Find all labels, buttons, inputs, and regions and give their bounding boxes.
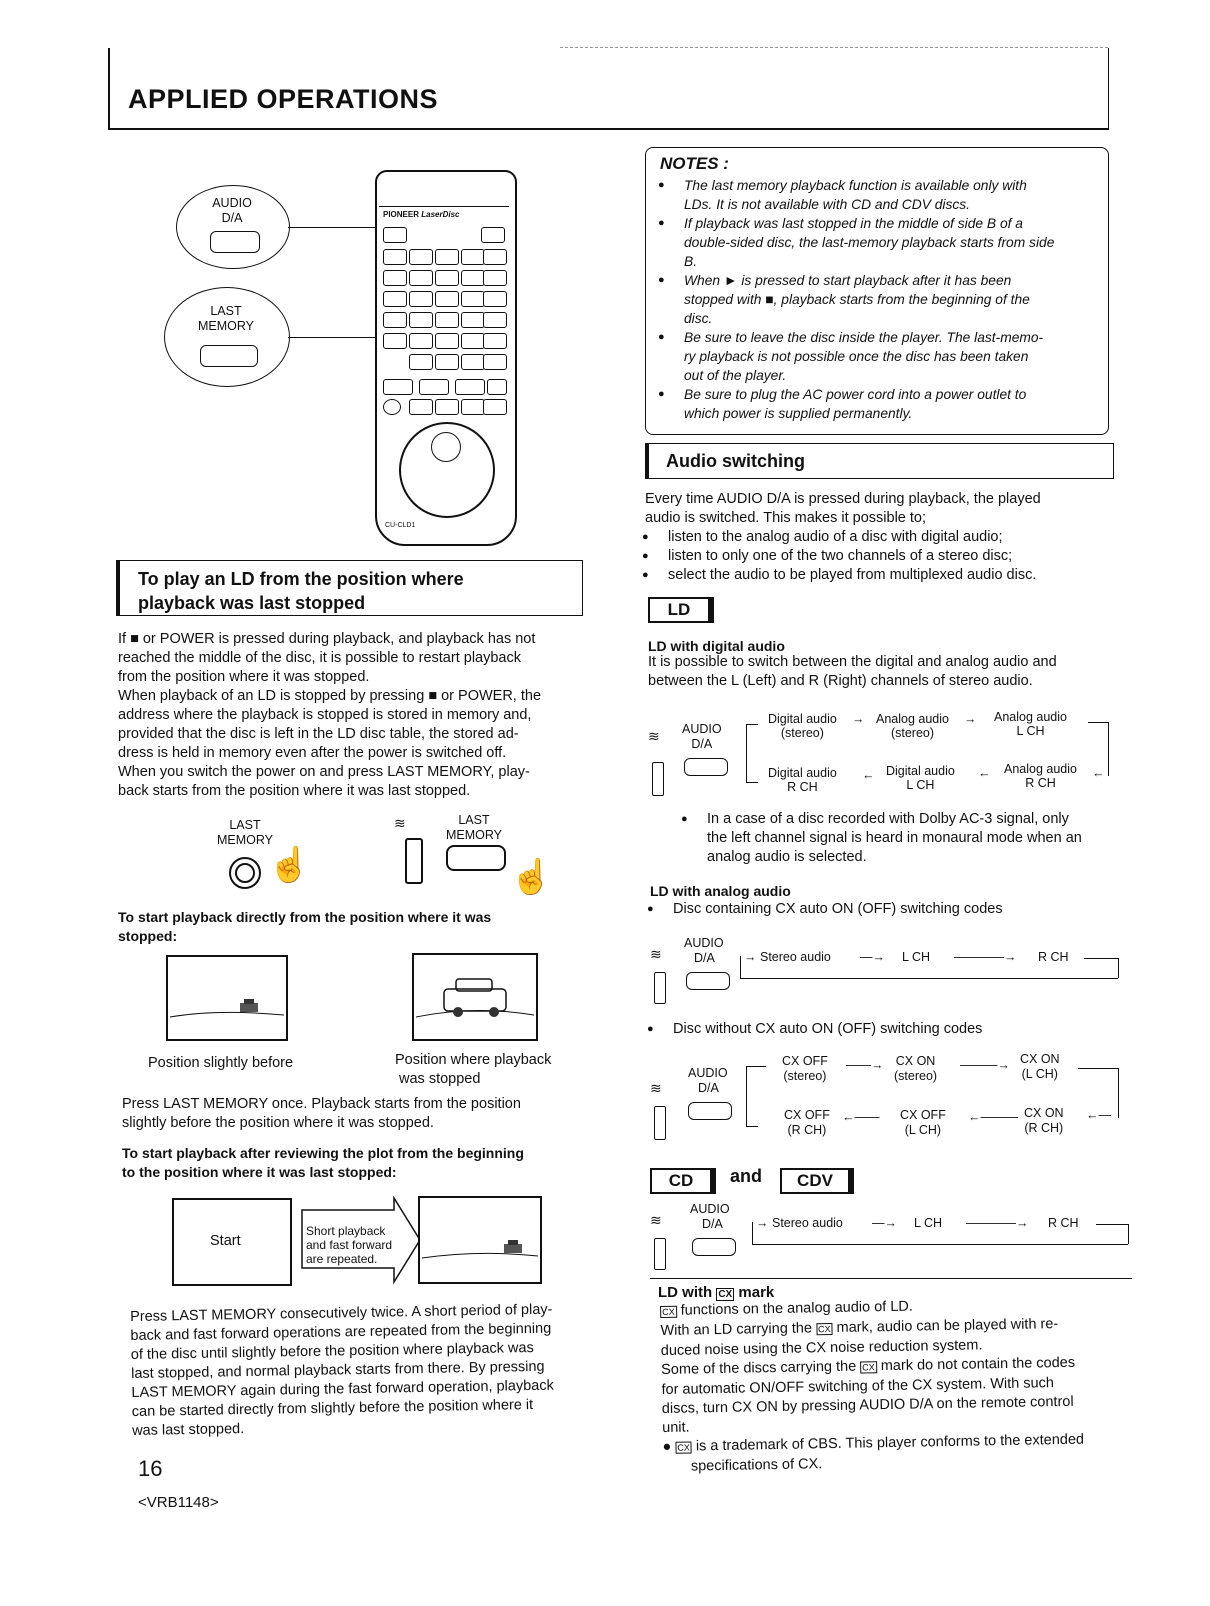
ld-digital-text: It is possible to switch between the digital and analog audio and between the L (Left) and R (Right) channels of stereo audio. <box>648 654 1057 689</box>
remote-signal-icon: ≋ <box>394 815 406 831</box>
jog-shuttle-dial[interactable] <box>399 422 495 518</box>
d2-item-1: → Stereo audio <box>744 950 831 964</box>
d2-arrow-1: —→ <box>860 950 885 964</box>
d1-bottom-1: Digital audio R CH <box>768 766 837 794</box>
diagram-right-bracket <box>1118 1068 1119 1118</box>
audio-da-button[interactable] <box>686 972 730 990</box>
audio-da-button[interactable] <box>210 231 260 253</box>
diagram-bottom-line <box>740 978 1118 979</box>
d1-top-3: Analog audio L CH <box>994 710 1067 738</box>
pointing-hand-icon: ☝ <box>268 846 311 884</box>
notes-box <box>645 147 1109 435</box>
remote-small-icon <box>654 1106 666 1140</box>
ld-analog-heading: LD with analog audio <box>650 883 791 899</box>
and-word: and <box>730 1166 763 1186</box>
cdv-tag: CDV <box>780 1168 854 1194</box>
remote-body <box>375 170 517 546</box>
remote-signal-icon: ≋ <box>648 728 660 744</box>
d2-arrow-2: ————→ <box>954 950 1017 964</box>
note-item-5: ● Be sure to plug the AC power cord into a power outlet to which power is supplied permanently. <box>684 385 1098 423</box>
bullet-item: ● select the audio to be played from multiplexed audio disc. <box>668 566 1118 585</box>
remote-small-icon <box>652 762 664 796</box>
page-title: APPLIED OPERATIONS <box>128 84 439 114</box>
d1-top-1: Digital audio (stereo) <box>768 712 837 740</box>
caption-position-before: Position slightly before <box>148 1055 294 1071</box>
remote-small-icon <box>654 972 666 1004</box>
bullet-item: ● listen to the analog audio of a disc with digital audio; <box>668 528 1118 547</box>
car-scene-end-icon <box>420 1198 540 1282</box>
cx-mark-icon: CX <box>816 1323 833 1335</box>
d3-bottom-3: CX ON (R CH) <box>1024 1106 1064 1135</box>
remote-model: CU-CLD1 <box>385 522 416 529</box>
d3-arrow-4: ←——— <box>968 1110 1018 1124</box>
audio-switching-bullets <box>668 528 1118 585</box>
cx-auto-diagram <box>650 934 1120 1010</box>
diagram-left-bracket-bottom <box>746 1126 758 1127</box>
remote-small-icon <box>405 838 423 884</box>
notes-title: NOTES : <box>660 154 729 173</box>
d1-arrow-5: ← <box>1092 766 1105 780</box>
diagram-left-bracket-top <box>746 1066 766 1067</box>
dolby-note: ● In a case of a disc recorded with Dolby AC-3 signal, only the left channel signal is heard in monaural mode when an analog audio is selected. <box>707 810 1127 867</box>
d3-top-3: CX ON (L CH) <box>1020 1052 1060 1081</box>
remote-top-bar <box>379 206 509 207</box>
diagram-audio-label: AUDIO D/A <box>684 936 724 965</box>
cx-without-bullet: ● Disc without CX auto ON (OFF) switching codes <box>673 1020 982 1039</box>
diagram-right-bracket <box>1108 722 1109 776</box>
d3-bottom-1: CX OFF (R CH) <box>784 1108 830 1137</box>
cx-text: CX functions on the analog audio of LD. With an LD carrying the CX mark, audio can be played with re- duced noise using the CX noise reduction system. Some of the discs carrying the CX mark do not contain the codes for automatic ON/OFF switching of the CX system. With such discs, turn CX ON by pressing AUDIO D/A on the remote control unit. ● CX is a trademark of CBS. This player conforms to the extended specifications of CX. <box>660 1298 1085 1475</box>
press-twice-text: Press LAST MEMORY consecutively twice. A short period of play- back and fast forward operations are repeated from the beginning of the disc until slightly before the position where playback was last stopped, and normal playback starts from there. By pressing LAST MEMORY again during the fast forward operation, playback can be started directly from slightly before the position where it was last stopped. <box>130 1301 554 1439</box>
diagram-right-bracket <box>1118 958 1119 978</box>
cd-tag: CD <box>650 1168 716 1194</box>
diagram-right-bracket <box>1128 1224 1129 1244</box>
diagram-bottom-line <box>752 1244 1128 1245</box>
remote-illustration <box>170 165 530 555</box>
diagram-left-bracket-top <box>746 724 758 725</box>
d1-arrow-2: → <box>964 712 977 726</box>
d2-item-3: R CH <box>1038 950 1069 964</box>
digital-audio-diagram <box>648 706 1118 802</box>
diagram-audio-label: AUDIO D/A <box>690 1202 730 1231</box>
audio-switching-title: Audio switching <box>666 451 805 471</box>
note-item-4: ● Be sure to leave the disc inside the player. The last-memo- ry playback is not possible once the disc has been taken out of the player. <box>684 328 1098 385</box>
d1-arrow-3: ← <box>862 768 875 782</box>
d4-arrow-2: ————→ <box>966 1216 1029 1230</box>
d3-arrow-3: ←—— <box>842 1110 880 1124</box>
diagram-audio-label: AUDIO D/A <box>688 1066 728 1095</box>
remote-last-memory-label: LAST MEMORY <box>445 813 503 842</box>
car-scene-large-icon <box>414 955 536 1039</box>
d1-top-2: Analog audio (stereo) <box>876 712 949 740</box>
d1-arrow-1: → <box>852 712 865 726</box>
front-panel-last-memory-button[interactable] <box>229 857 261 889</box>
d4-arrow-1: —→ <box>872 1216 897 1230</box>
remote-signal-icon: ≋ <box>650 946 662 962</box>
cx-section-rule <box>650 1278 1132 1279</box>
remote-brand: PIONEER LaserDisc <box>383 210 460 219</box>
remote-signal-icon: ≋ <box>650 1212 662 1228</box>
audio-switching-intro: Every time AUDIO D/A is pressed during playback, the played audio is switched. This makes it possible to; <box>645 491 1041 526</box>
ld-tag: LD <box>648 597 714 623</box>
d3-bottom-2: CX OFF (L CH) <box>900 1108 946 1137</box>
screen-position-before <box>166 955 288 1041</box>
screen-position-stopped <box>412 953 538 1041</box>
d3-arrow-5: ←— <box>1086 1108 1111 1122</box>
caption-position-stopped: Position where playback was stopped <box>395 1052 552 1087</box>
diagram-right-bracket-top <box>1088 722 1108 723</box>
start-label: Start <box>210 1233 241 1249</box>
d3-top-2: CX ON (stereo) <box>894 1054 938 1083</box>
cx-auto-bullet: ● Disc containing CX auto ON (OFF) switching codes <box>673 900 1003 919</box>
note-item-2: ● If playback was last stopped in the middle of side B of a double-sided disc, the last-memory playback starts from side B. <box>684 214 1098 271</box>
jog-inner-dial[interactable] <box>431 432 461 462</box>
cx-mark-icon: CX <box>675 1441 692 1453</box>
audio-callout-label: AUDIO D/A <box>212 196 252 225</box>
remote-signal-icon: ≋ <box>650 1080 662 1096</box>
cx-mark-icon: CX <box>660 1306 677 1318</box>
d3-arrow-1: ——→ <box>846 1058 884 1072</box>
d1-arrow-4: ← <box>978 766 991 780</box>
screen-end <box>418 1196 542 1284</box>
bullet-item: ● listen to only one of the two channels of a stereo disc; <box>668 547 1118 566</box>
audio-da-button[interactable] <box>684 758 728 776</box>
audio-da-button[interactable] <box>688 1102 732 1120</box>
remote-last-memory-button[interactable] <box>446 845 506 871</box>
ld-digital-heading: LD with digital audio <box>648 638 785 654</box>
note-item-1: ● The last memory playback function is available only with LDs. It is not available with CD and CDV discs. <box>684 176 1098 214</box>
car-scene-small-icon <box>168 957 286 1039</box>
last-memory-section-title: To play an LD from the position where playback was last stopped <box>138 569 464 613</box>
document-code: <VRB1148> <box>138 1494 219 1511</box>
diagram-right-bracket-top <box>1078 1068 1118 1069</box>
cx-manual-diagram <box>650 1048 1120 1144</box>
cx-mark-icon: CX <box>860 1361 877 1373</box>
d4-item-1: → Stereo audio <box>756 1216 843 1230</box>
diagram-left-bracket <box>746 1066 747 1126</box>
d2-item-2: L CH <box>902 950 931 964</box>
front-panel-last-memory-label: LAST MEMORY <box>216 818 274 847</box>
d3-arrow-2: ———→ <box>960 1058 1010 1072</box>
page-number: 16 <box>138 1456 163 1481</box>
last-memory-para-1: If ■ or POWER is pressed during playback, and playback has not reached the middle of the disc, it is possible to restart playback from the position where it was stopped. When playback of an LD is stopped by pressing ■ or POWER, the address where the playback is stopped is stored in memory and, provided that the disc is left in the LD disc table, the stored ad- dress is held in memory even after the power is switched off. When you switch the power on and press LAST MEMORY, play- back starts from the position where it was last stopped. <box>118 631 542 799</box>
audio-da-button[interactable] <box>692 1238 736 1256</box>
cd-audio-diagram <box>650 1200 1120 1276</box>
note-item-3: ● When ► is pressed to start playback after it has been stopped with ■, playback starts from the beginning of the disc. <box>684 271 1098 328</box>
last-callout-label: LAST MEMORY <box>197 304 255 333</box>
pointing-hand-icon-2: ☝ <box>510 858 553 896</box>
cx-heading: LD with CX mark <box>658 1284 775 1301</box>
last-memory-button[interactable] <box>200 345 258 367</box>
repeat-note: Short playback and fast forward are repeated. <box>306 1224 393 1266</box>
review-heading: To start playback after reviewing the plot from the beginning to the position where it was last stopped: <box>122 1145 524 1180</box>
last-memory-callout <box>164 287 290 387</box>
diagram-left-bracket <box>752 1222 753 1244</box>
diagram-right-bracket-top <box>1084 958 1118 959</box>
d1-bottom-2: Digital audio L CH <box>886 764 955 792</box>
diagram-right-bracket-top <box>1096 1224 1128 1225</box>
cx-mark-icon: CX <box>718 1289 733 1300</box>
press-once-text: Press LAST MEMORY once. Playback starts from the position slightly before the position where it was stopped. <box>122 1096 521 1131</box>
remote-small-icon <box>654 1238 666 1270</box>
diagram-left-bracket-bottom <box>746 782 758 783</box>
d4-item-3: R CH <box>1048 1216 1079 1230</box>
diagram-audio-label: AUDIO D/A <box>682 722 722 751</box>
d4-item-2: L CH <box>914 1216 943 1230</box>
diagram-left-bracket <box>740 956 741 978</box>
direct-heading: To start playback directly from the position where it was stopped: <box>118 909 492 944</box>
diagram-left-bracket <box>746 724 747 782</box>
d1-bottom-3: Analog audio R CH <box>1004 762 1077 790</box>
d3-top-1: CX OFF (stereo) <box>782 1054 828 1083</box>
